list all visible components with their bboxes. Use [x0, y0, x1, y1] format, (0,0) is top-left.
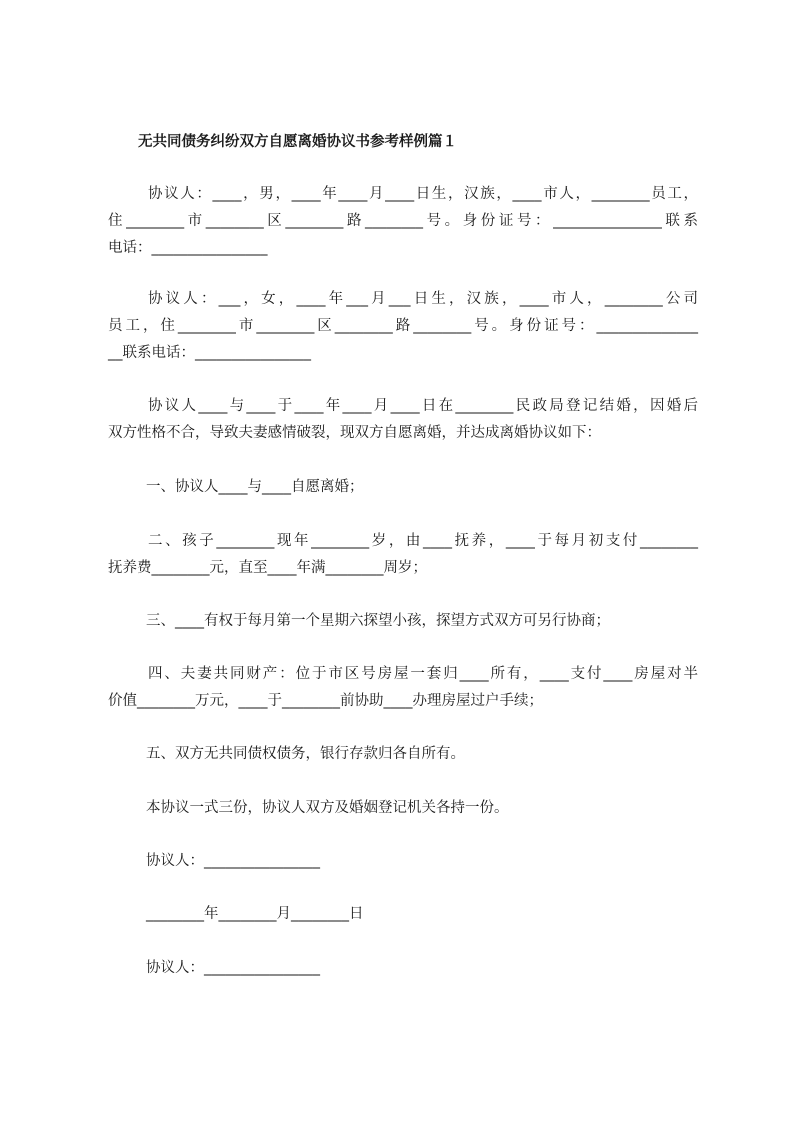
clause-1: 一、协议人____与____自愿离婚； [146, 479, 364, 495]
party-male-line-3: 电话：________________ [108, 240, 268, 256]
party-female-line-2: 员工，住________市________区________路________号。身份证号：______________ [108, 318, 698, 334]
copies-statement: 本协议一式三份，协议人双方及婚姻登记机关各持一份。 [146, 800, 509, 816]
party-male-line-1: 协议人：____，男，____年____月____日生，汉族，____市人，________员工， [148, 186, 698, 202]
clause-5: 五、双方无共同债权债务，银行存款归各自所有。 [146, 746, 465, 762]
clause-2-line-1: 二、孩子________现年________岁，由____抚养，____于每月初支付________ [148, 533, 698, 549]
party-female-line-1: 协议人：___，女，____年___月___日生，汉族，____市人，________公司 [148, 291, 698, 307]
marriage-statement-line-2: 双方性格不合，导致夫妻感情破裂，现双方自愿离婚，并达成离婚协议如下： [108, 425, 601, 441]
document-title: 无共同债务纠纷双方自愿离婚协议书参考样例篇１ [138, 134, 457, 150]
date-line: ________年________月________日 [146, 906, 364, 922]
clause-2-line-2: 抚养费________元，直至____年满________周岁； [108, 560, 427, 576]
clause-3: 三、____有权于每月第一个星期六探望小孩，探望方式双方可另行协商； [146, 613, 610, 629]
clause-4-line-1: 四、夫妻共同财产：位于市区号房屋一套归____所有，____支付____房屋对半 [148, 666, 698, 682]
signature-line-1: 协议人：________________ [146, 853, 320, 869]
signature-line-2: 协议人：________________ [146, 960, 320, 976]
party-female-line-3: __联系电话：________________ [108, 345, 311, 361]
party-male-line-2: 住________市________区________路________号。身份证号：_______________联系 [108, 213, 698, 229]
marriage-statement-line-1: 协议人____与____于____年____月____日在________民政局登记结婚，因婚后 [148, 398, 698, 414]
clause-4-line-2: 价值________万元，____于________前协助____办理房屋过户手续； [108, 693, 543, 709]
